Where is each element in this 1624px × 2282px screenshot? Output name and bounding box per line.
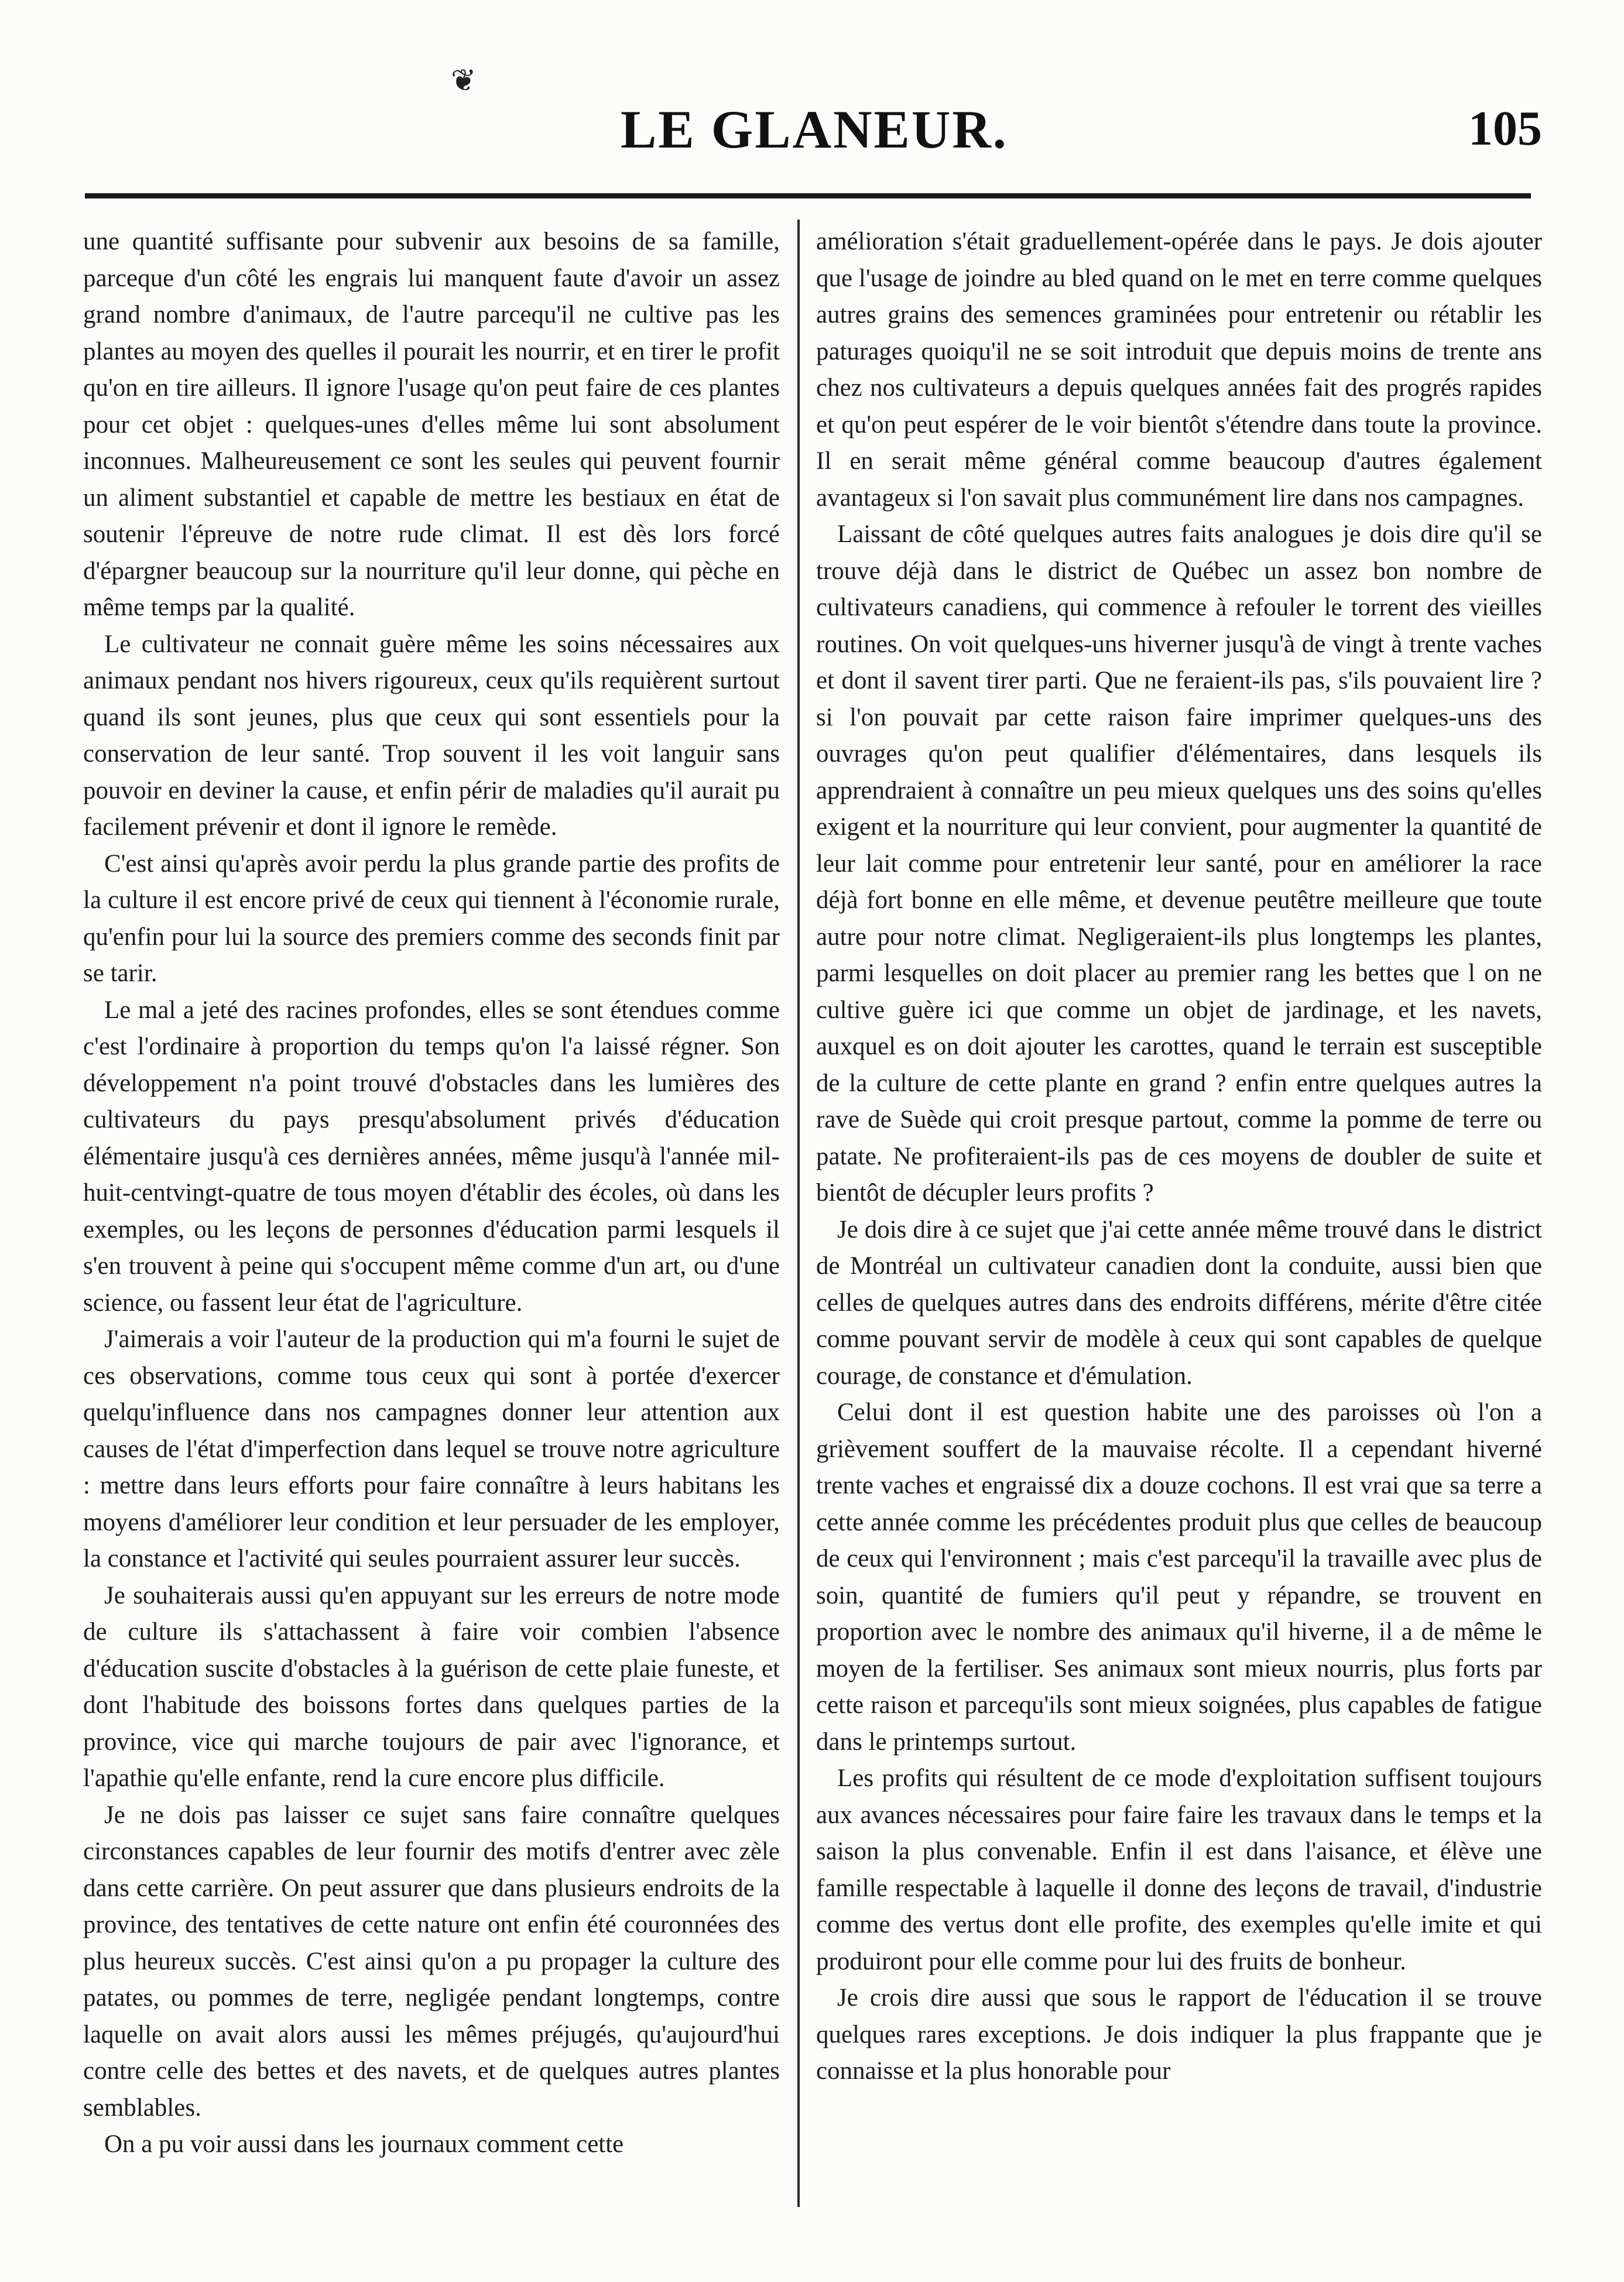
column-divider xyxy=(797,220,800,2207)
paragraph: Celui dont il est question habite une des paroisses où l'on a grièvement souffert de la mauvaise récolte. Il a cependant hiverné trente vaches et engraissé dix a douze cochons. Il est vrai que sa terre a cette année comme les précédentes produit plus que celles de beaucoup de ceux qui l'environnent ; mais c'est parcequ'il la travaille avec plus de soin, quantité de fumiers qu'il peut y répandre, se trouvent en proportion avec le nombre des animaux qu'il hiverne, il a de même le moyen de la fertiliser. Ses animaux sont mieux nourris, plus forts par cette raison et parcequ'ils sont mieux soignées, plus capables de fatigue dans le printemps surtout. xyxy=(816,1399,1542,1756)
paragraph: Le mal a jeté des racines profondes, elles se sont étendues comme c'est l'ordinaire à proportion du temps qu'on l'a laissé régner. Son développement n'a point trouvé d'obstacles dans les lumières des cultivateurs du pays presqu'absolument privés d'éducation élémentaire jusqu'à ces dernières années, même jusqu'à l'année mil-huit-centvingt-quatre de tous moyen d'établir des écoles, où dans les exemples, ou les leçons de personnes d'éducation parmi lesquels il s'en trouvent à peine qui s'occupent même comme d'un art, ou d'une science, ou fassent leur état de l'agriculture. xyxy=(83,996,780,1317)
paragraph: Les profits qui résultent de ce mode d'exploitation suffisent toujours aux avances nécessaires pour faire faire les travaux dans le temps et la saison la plus convenable. Enfin il est dans l'aisance, et élève une famille respectable à laquelle il donne des leçons de travail, d'industrie comme des vertus dont elle profite, des exemples qu'elle imite et qui produiront pour elle comme pour lui des fruits de bonheur. xyxy=(816,1764,1542,1975)
paragraph: Je ne dois pas laisser ce sujet sans faire connaître quelques circonstances capables de leur fournir des motifs d'entrer avec zèle dans cette carrière. On peut assurer que dans plusieurs endroits de la province, des tentatives de cette nature ont enfin été couronnées des plus heureux succès. C'est ainsi qu'on a pu propager la culture des patates, ou pommes de terre, negligée pendant longtemps, contre laquelle on avait alors aussi les mêmes préjugés, qu'aujourd'hui contre celle des bettes et des navets, et de quelques autres plantes semblables. xyxy=(83,1801,780,2122)
paragraph: J'aimerais a voir l'auteur de la production qui m'a fourni le sujet de ces observations, comme tous ceux qui sont à portée d'exercer quelqu'influence dans nos campagnes donner leur attention aux causes de l'état d'imperfection dans lequel se trouve notre agriculture : mettre dans leurs efforts pour faire connaître à leurs habitans les moyens d'améliorer leur condition et leur persuader de les employer, la constance et l'activité qui seules pourraient assurer leur succès. xyxy=(83,1325,780,1572)
left-column xyxy=(83,224,780,2238)
paragraph: Je crois dire aussi que sous le rapport de l'éducation il se trouve quelques rares exceptions. Je dois indiquer la plus frappante que je connaisse et la plus honorable pour xyxy=(816,1984,1542,2085)
paragraph: On a pu voir aussi dans les journaux comment cette xyxy=(104,2130,624,2158)
paragraph: Je souhaiterais aussi qu'en appuyant sur les erreurs de notre mode de culture ils s'attachassent à faire voir combien l'absence d'éducation suscite d'obstacles à la guérison de cette plaie funeste, et dont l'habitude des boissons fortes dans quelques parties de la province, vice qui marche toujours de pair avec l'ignorance, et l'apathie qu'elle enfante, rend la cure encore plus difficile. xyxy=(83,1581,780,1792)
page-title: LE GLANEUR. xyxy=(621,100,1008,159)
right-column xyxy=(816,224,1542,2238)
page-number: 105 xyxy=(1468,101,1542,156)
paragraph: Laissant de côté quelques autres faits analogues je dois dire qu'il se trouve déjà dans le district de Québec un assez bon nombre de cultivateurs canadiens, qui commence à refouler le torrent des vieilles routines. On voit quelques-uns hiverner jusqu'à de vingt à trente vaches et dont il savent tirer parti. Que ne feraient-ils pas, s'ils pouvaient lire ? si l'on pouvait par cette raison faire imprimer quelques-uns des ouvrages qu'on peut qualifier d'élémentaires, dans lesquels ils apprendraient à connaître un peu mieux quelques uns des soins qu'elles exigent et la nourriture qui leur convient, pour augmenter la quantité de leur lait comme pour entretenir leur santé, pour en améliorer la race déjà fort bonne en elle même, et devenue peutêtre meilleure que toute autre pour notre climat. Negligeraient-ils plus longtemps les plantes, parmi lesquelles on doit placer au premier rang les bettes que l on ne cultive guère ici que comme un objet de jardinage, et les navets, auxquel es on doit ajouter les carottes, quand le terrain est susceptible de la culture de cette plante en grand ? enfin entre quelques autres la rave de Suède qui croit presque partout, comme la pomme de terre ou patate. Ne profiteraient-ils pas de ces moyens de doubler de suite et bientôt de décupler leurs profits ? xyxy=(816,520,1542,1207)
paragraph: une quantité suffisante pour subvenir aux besoins de sa famille, parceque d'un côté les engrais lui manquent faute d'avoir un assez grand nombre d'animaux, de l'autre parcequ'il ne cultive pas les plantes au moyen des quelles il pourait les nourrir, et en tirer le profit qu'on en tire ailleurs. Il ignore l'usage qu'on peut faire de ces plantes pour cet objet : quelques-unes d'elles même lui sont absolument inconnues. Malheureusement ce sont les seules qui peuvent fournir un aliment substantiel et capable de mettre les bestiaux en état de soutenir l'épreuve de notre rude climat. Il est dès lors forcé d'épargner beaucoup sur la nourriture qu'il leur donne, qui pèche en même temps par la qualité. xyxy=(83,228,780,621)
ornament-icon: ❦ xyxy=(451,63,477,98)
header-rule xyxy=(85,193,1531,198)
paragraph: C'est ainsi qu'après avoir perdu la plus grande partie des profits de la culture il est encore privé de ceux qui tiennent à l'économie rurale, qu'enfin pour lui la source des premiers comme des seconds finit par se tarir. xyxy=(83,849,780,987)
paragraph: Le cultivateur ne connait guère même les soins nécessaires aux animaux pendant nos hivers rigoureux, ceux qu'ils requièrent surtout quand ils sont jeunes, plus que ceux qui sont essentiels pour la conservation de leur santé. Trop souvent il les voit languir sans pouvoir en deviner la cause, et enfin périr de maladies qu'il aurait pu facilement prévenir et dont il ignore le remède. xyxy=(83,630,780,841)
paragraph: amélioration s'était graduellement-opérée dans le pays. Je dois ajouter que l'usage de joindre au bled quand on le met en terre comme quelques autres grains des semences graminées pour entretenir ou rétablir les paturages quoiqu'il ne se soit introduit que depuis moins de trente ans chez nos cultivateurs a depuis quelques années fait des progrés rapides et qu'on peut espérer de le voir bientôt s'étendre dans toute la province. Il en serait même général comme beaucoup d'autres également avantageux si l'on savait plus communément lire dans nos campagnes. xyxy=(816,228,1542,512)
paragraph: Je dois dire à ce sujet que j'ai cette année même trouvé dans le district de Montréal un cultivateur canadien dont la conduite, aussi bien que celles de quelques autres dans des endroits différens, mérite d'être citée comme pouvant servir de modèle à ceux qui sont capables de quelque courage, de constance et d'émulation. xyxy=(816,1215,1542,1390)
